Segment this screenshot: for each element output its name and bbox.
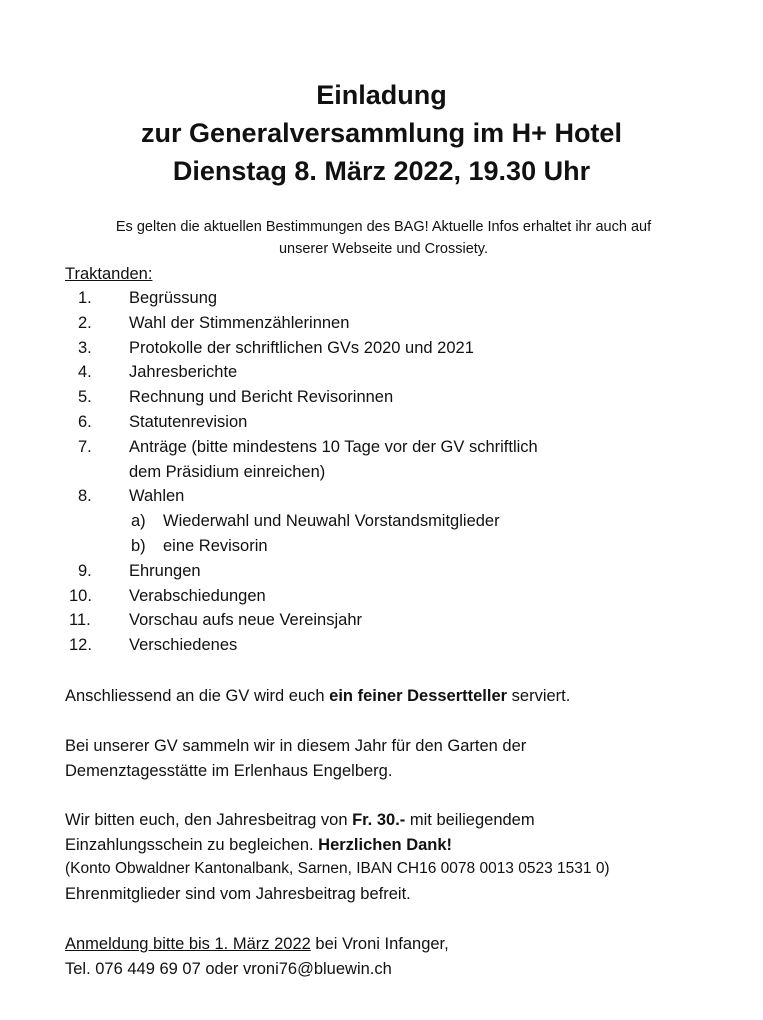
fee-amount: Fr. 30.-	[352, 811, 406, 829]
bank-account-info: (Konto Obwaldner Kantonalbank, Sarnen, IBAN CH16 0078 0013 0523 1531 0)	[65, 860, 610, 877]
collection-line-2: Demenztagesstätte im Erlenhaus Engelberg.	[65, 761, 393, 780]
fee-text-end: mit beiliegendem	[405, 811, 535, 829]
agenda-text: Rechnung und Bericht Revisorinnen	[129, 388, 394, 407]
fee-text: Wir bitten euch, den Jahresbeitrag von	[65, 811, 353, 829]
honorary-members-note: Ehrenmitglieder sind vom Jahresbeitrag befreit.	[65, 884, 411, 903]
agenda-number: 12.	[69, 636, 92, 655]
agenda-number: 7.	[78, 437, 92, 456]
agenda-number: 5.	[78, 388, 92, 407]
dessert-paragraph	[65, 684, 570, 709]
document-title	[0, 76, 763, 190]
dessert-text: Anschliessend an die GV wird euch	[65, 687, 330, 705]
fee-line-1	[65, 808, 610, 833]
agenda-text: Protokolle der schriftlichen GVs 2020 und 2021	[129, 338, 474, 357]
fee-line-2	[65, 833, 610, 858]
agenda-text: Vorschau aufs neue Vereinsjahr	[129, 611, 362, 630]
agenda-number: 3.	[78, 338, 92, 357]
agenda-text: Wahl der Stimmenzählerinnen	[129, 313, 350, 332]
traktanden-heading: Traktanden:	[65, 265, 153, 283]
registration-phone-email: Tel. 076 449 69 07 oder vroni76@bluewin.ch	[65, 959, 392, 978]
registration-deadline: Anmeldung bitte bis 1. März 2022	[65, 935, 311, 953]
agenda-text: Anträge (bitte mindestens 10 Tage vor der GV schriftlich	[129, 437, 538, 456]
dessert-bold: ein feiner Dessertteller	[329, 687, 508, 705]
title-line-event: zur Generalversammlung im H+ Hotel	[141, 118, 622, 148]
registration-paragraph	[65, 932, 449, 981]
dessert-text-end: serviert.	[507, 687, 571, 705]
agenda-number: 10.	[69, 586, 92, 605]
agenda-sub-letter: b)	[131, 536, 146, 555]
title-line-date: Dienstag 8. März 2022, 19.30 Uhr	[172, 156, 591, 186]
collection-paragraph	[65, 734, 526, 783]
title-line-einladung: Einladung	[316, 80, 447, 110]
bag-notice	[40, 216, 727, 260]
agenda-number: 2.	[78, 313, 92, 332]
notice-line-1: Es gelten die aktuellen Bestimmungen des BAG! Aktuelle Infos erhaltet ihr auch auf	[115, 219, 652, 235]
agenda-number: 1.	[78, 289, 92, 307]
agenda-text: Wahlen	[129, 487, 185, 506]
agenda-sub-text: eine Revisorin	[163, 536, 268, 555]
agenda-text: Ehrungen	[129, 561, 201, 580]
notice-line-2: unserer Webseite und Crossiety.	[278, 241, 488, 257]
registration-line-1	[65, 932, 449, 957]
agenda-text: Begrüssung	[129, 289, 218, 307]
agenda-text-continued: dem Präsidium einreichen)	[129, 462, 326, 481]
fee-text-2: Einzahlungsschein zu begleichen.	[65, 835, 319, 854]
agenda-sub-letter: a)	[131, 512, 146, 531]
agenda-number: 4.	[78, 363, 92, 382]
fee-paragraph	[65, 808, 610, 906]
collection-line-1: Bei unserer GV sammeln wir in diesem Jahr für den Garten der	[65, 737, 527, 755]
agenda-number: 9.	[78, 561, 92, 580]
agenda-text: Verabschiedungen	[129, 586, 266, 605]
thanks-bold: Herzlichen Dank!	[318, 835, 453, 854]
agenda-sub-text: Wiederwahl und Neuwahl Vorstandsmitglieder	[163, 512, 500, 531]
agenda-number: 6.	[78, 412, 92, 431]
agenda-text: Verschiedenes	[129, 636, 238, 655]
agenda-text: Statutenrevision	[129, 412, 248, 431]
agenda-number: 11.	[69, 611, 91, 630]
agenda-number: 8.	[78, 487, 92, 506]
agenda-text: Jahresberichte	[129, 363, 238, 382]
registration-contact: bei Vroni Infanger,	[310, 935, 449, 953]
